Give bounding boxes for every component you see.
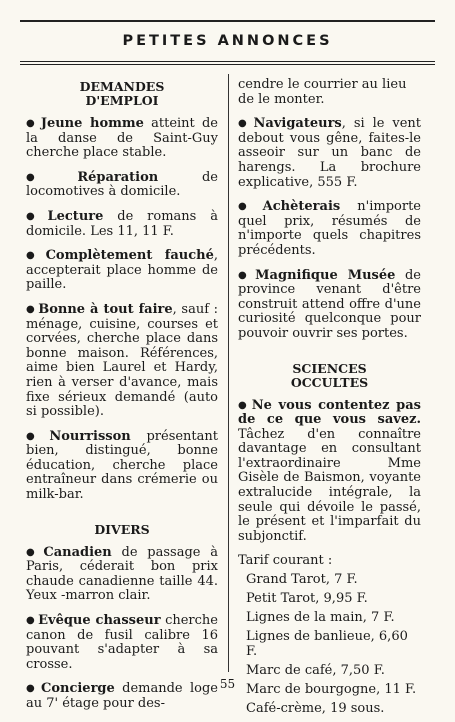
ad-text: de province venant d'être construit attend offre d'une curiosité quelconque pour pouvoir ouvrir ses portes.	[238, 267, 421, 341]
classified-ad	[26, 210, 218, 239]
ad-text: de passage à Paris, céderait bon prix chaude canadienne taille 44. Yeux -marron clair.	[26, 544, 218, 604]
bullet-icon: ●	[26, 615, 36, 627]
spacer	[238, 352, 421, 360]
bullet-icon: ●	[26, 250, 43, 262]
ad-lead: Navigateurs	[253, 116, 342, 132]
ad-text: présentant bien, distingué, bonne éducation, cherche place entraîneur dans crémerie ou milk-bar.	[26, 428, 218, 503]
ad-text: Tâchez d'en connaître davantage en consultant l'extraordinaire Mme Gisèle de Baismon, voyante extralucide intégrale, la seule qui dévoile le passé, le présent et l'imparfait du subjonctif.	[238, 426, 421, 544]
ad-lead: Achèterais	[262, 199, 341, 215]
ad-text: de romans à domicile. Les 11, 11 F.	[26, 208, 218, 239]
ad-lead: Jeune homme	[40, 116, 144, 131]
ad-lead: Nourrisson	[49, 428, 131, 444]
tarif-label: Tarif courant :	[238, 553, 333, 569]
ad-lead: Complètement fauché	[45, 248, 214, 264]
right-column	[238, 78, 421, 721]
continuation-text: cendre le courrier au lieu de le monter.	[238, 77, 407, 107]
title-rule	[20, 61, 435, 62]
bullet-icon: ●	[26, 683, 38, 695]
tarif-item: Petit Tarot, 9,95 F.	[246, 591, 368, 607]
bullet-icon: ●	[26, 210, 45, 222]
bullet-icon: ●	[26, 171, 75, 183]
left-column	[26, 78, 218, 722]
occult-ad	[238, 399, 421, 545]
classified-ad	[26, 171, 218, 200]
ad-text: , accepterait place homme de paille.	[26, 248, 218, 293]
ad-lead: Lecture	[47, 208, 104, 224]
tarif-item: Lignes de la main, 7 F.	[246, 610, 395, 626]
classified-ad	[26, 430, 218, 503]
demandes-list	[26, 117, 218, 503]
ad-lead: Evêque chasseur	[38, 613, 161, 629]
ad-text: n'importe quel prix, résumés de n'importe quels chapitres précédents.	[238, 199, 421, 258]
classified-ad	[26, 614, 218, 672]
classified-ad	[26, 249, 218, 293]
tarif-list	[238, 573, 421, 717]
bullet-icon: ●	[238, 118, 251, 130]
tarif-item: Marc de café, 7,50 F.	[246, 663, 385, 678]
classified-ad	[26, 117, 218, 161]
right-ads-list	[238, 117, 421, 341]
bullet-icon: ●	[26, 546, 41, 558]
section-title-demandes: DEMANDES D'EMPLOI	[79, 79, 165, 108]
tarif-item: Grand Tarot, 7 F.	[246, 572, 358, 588]
ad-lead: Réparation	[77, 169, 159, 185]
spacer	[26, 513, 218, 521]
bullet-icon: ●	[26, 303, 36, 315]
bullet-icon: ●	[238, 201, 260, 213]
tarif-item: Marc de bourgogne, 11 F.	[246, 682, 417, 698]
bullet-icon: ●	[238, 269, 253, 281]
ad-lead: Canadien	[43, 544, 112, 560]
ad-lead: Ne vous contentez pas de ce que vous savez.	[238, 397, 421, 428]
ad-lead: Bonne à tout faire	[38, 301, 173, 317]
ad-text: cherche canon de fusil calibre 16 pouvant s'adapter à sa crosse.	[26, 613, 218, 672]
tarif-item: Café-crème, 19 sous.	[246, 701, 385, 717]
ad-text: atteint de la danse de Saint-Guy cherche place stable.	[26, 116, 218, 161]
column-divider	[228, 74, 229, 672]
section-title-divers: DIVERS	[94, 521, 150, 537]
tarif-item: Lignes de banlieue, 6,60 F.	[246, 629, 408, 659]
title-rule-thin	[20, 64, 435, 65]
classified-ad	[26, 546, 218, 604]
classified-ad	[238, 117, 421, 190]
bullet-icon: ●	[26, 430, 47, 442]
classified-ad	[238, 200, 421, 258]
ad-text: de locomotives à domicile.	[26, 169, 218, 200]
classified-ad	[26, 303, 218, 420]
top-rule	[20, 20, 435, 22]
page-title: PETITES ANNONCES	[122, 33, 333, 49]
ad-text: , sauf : ménage, cuisine, courses et corvées, cherche place dans bonne maison. Références, aime bien Laurel et Hardy, rien à verser d'avance, mais fixe sérieux demandé (auto si possible).	[26, 301, 218, 420]
ad-text: , si le vent debout vous gêne, faites-le asseoir sur un banc de harengs. La brochure explicative, 555 F.	[238, 116, 421, 190]
section-title-sciences: SCIENCES OCCULTES	[290, 360, 369, 390]
ad-lead: Concierge	[40, 681, 115, 697]
ad-lead: Magnifique Musée	[255, 267, 396, 283]
bullet-icon: ●	[238, 399, 249, 411]
classified-ad	[238, 269, 421, 342]
ad-text: demande loge au 7' étage pour des-	[26, 681, 218, 711]
page-number: 55	[219, 677, 236, 691]
bullet-icon: ●	[26, 118, 38, 129]
